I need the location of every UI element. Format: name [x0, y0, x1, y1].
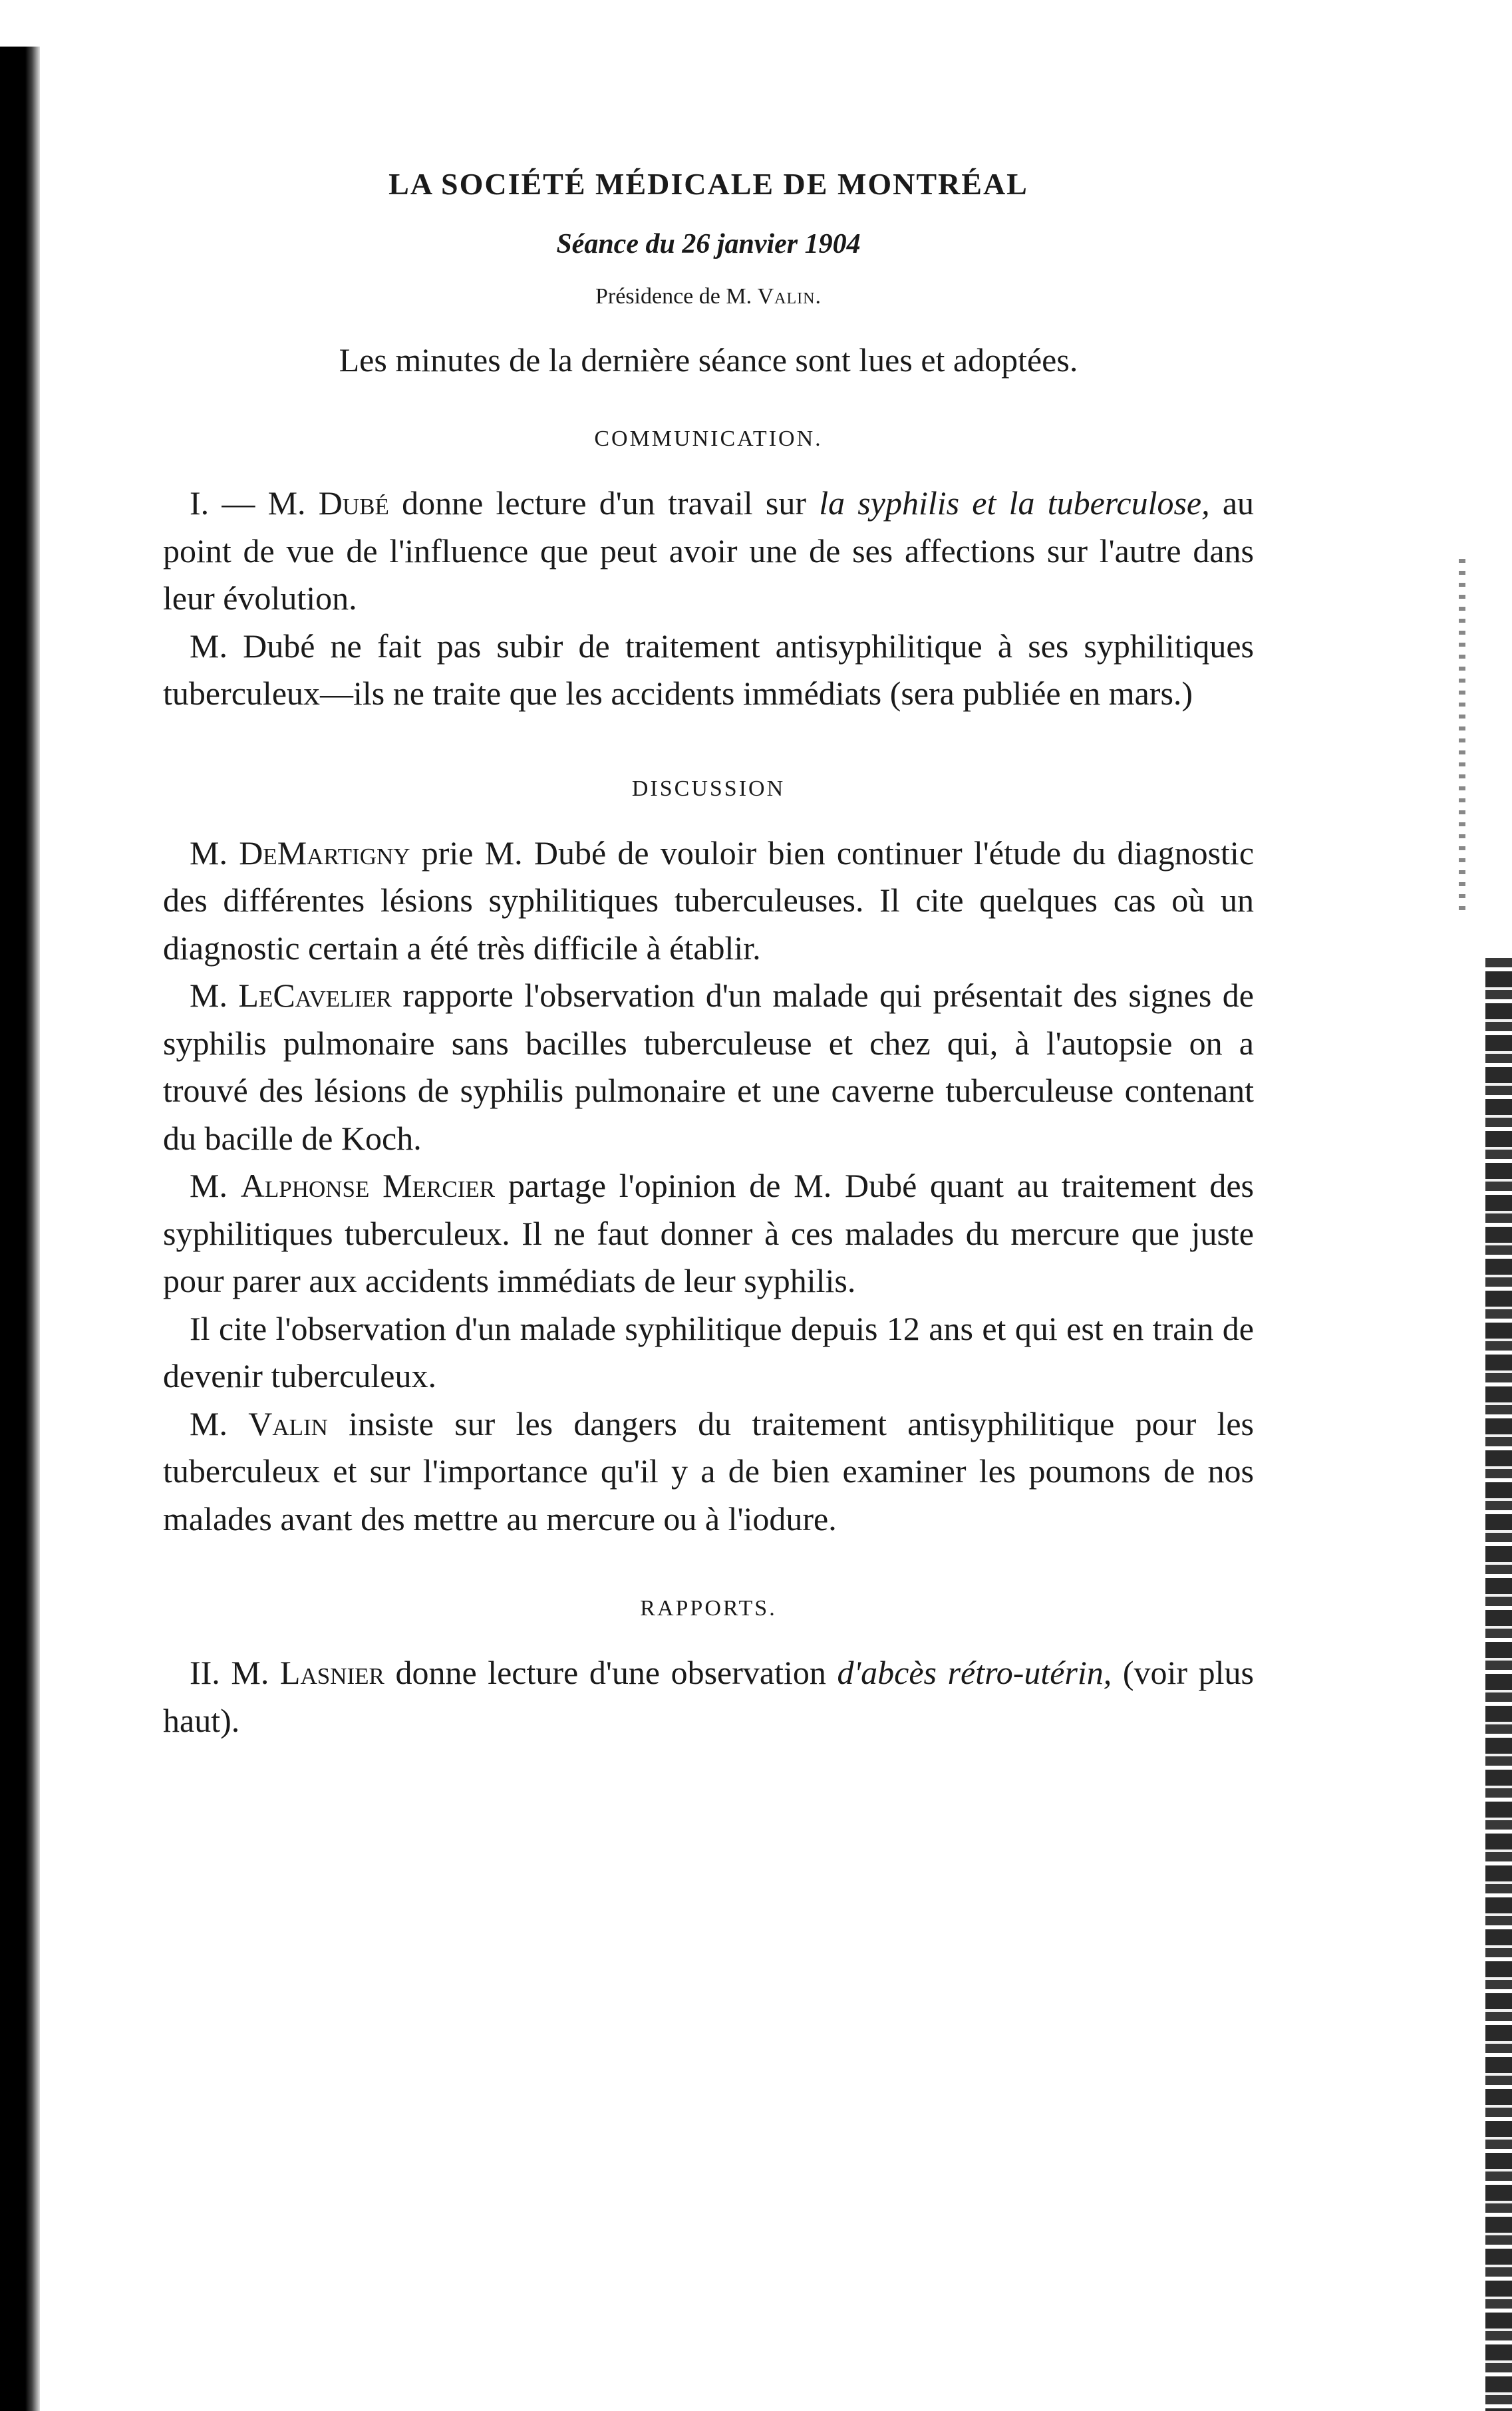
discussion-section	[163, 830, 1254, 1543]
discussion-heading: DISCUSSION	[631, 776, 786, 801]
communication-section	[163, 480, 1254, 718]
communication-paragraph-1	[163, 480, 1254, 623]
paragraph-text: au point de vue de l'influence que peut avoir une de ses affections sur l'autre dans leur évolution.	[163, 484, 1255, 617]
paper-title: la syphilis et la tuberculose,	[819, 484, 1210, 522]
document-page	[163, 166, 1254, 1744]
paragraph-prefix: M.	[190, 834, 227, 872]
speaker-name: LeCavelier	[238, 977, 392, 1014]
presidence-prefix: Présidence de M.	[595, 284, 752, 309]
paragraph-text: partage l'opinion de M. Dubé quant au traitement des syphilitiques tuberculeux. Il ne faut donner à ces malades du mercure que juste pour parer aux accidents immédiats de leur syphilis.	[163, 1167, 1255, 1299]
page-title: LA SOCIÉTÉ MÉDICALE DE MONTRÉAL	[388, 167, 1028, 201]
speaker-name: Valin	[248, 1404, 328, 1442]
scan-edge-noise	[1485, 958, 1512, 2411]
rapports-heading: RAPPORTS.	[640, 1596, 777, 1621]
paragraph-prefix: M.	[190, 1404, 227, 1442]
paragraph-prefix: I. — M.	[190, 484, 306, 522]
discussion-paragraph-4: Il cite l'observation d'un malade syphilitique depuis 12 ans et qui est en train de devenir tuberculeux.	[163, 1309, 1254, 1394]
speaker-name: DeMartigny	[239, 834, 410, 872]
paragraph-text: donne lecture d'un travail sur	[402, 484, 806, 522]
presidence-name: Valin.	[757, 284, 822, 309]
speaker-name: Dubé	[318, 484, 389, 522]
scan-binding-edge	[0, 47, 40, 2411]
speaker-name: Alphonse Mercier	[240, 1167, 496, 1204]
paragraph-text: (voir plus haut).	[163, 1654, 1254, 1739]
discussion-paragraph-2	[163, 972, 1254, 1162]
rapports-paragraph-1	[163, 1649, 1254, 1744]
paragraph-prefix: M.	[190, 977, 227, 1014]
session-date: Séance du 26 janvier 1904	[556, 229, 861, 259]
presidence-line	[163, 284, 1254, 309]
scan-edge-noise-top	[1459, 559, 1465, 918]
paragraph-prefix: II. M.	[190, 1654, 269, 1691]
speaker-name: Lasnier	[279, 1654, 384, 1691]
discussion-paragraph-1	[163, 830, 1254, 973]
observation-title: d'abcès rétro-utérin,	[837, 1654, 1112, 1691]
communication-heading: COMMUNICATION.	[594, 426, 823, 451]
communication-paragraph-2: M. Dubé ne fait pas subir de traitement antisyphilitique à ses syphilitiques tuberculeux—ils ne traite que les accidents immédiats (sera publiée en mars.)	[163, 627, 1254, 712]
intro-text: Les minutes de la dernière séance sont lues et adoptées.	[339, 341, 1078, 379]
paragraph-text: prie M. Dubé de vouloir bien continuer l'étude du diagnostic des différentes lésions syphilitiques tuberculeuses. Il cite quelques cas où un diagnostic certain a été très difficile à établir.	[163, 834, 1255, 967]
paragraph-text: insiste sur les dangers du traitement antisyphilitique pour les tuberculeux et sur l'importance qu'il y a de bien examiner les poumons de nos malades avant des mettre au mercure ou à l'iodure.	[163, 1404, 1255, 1537]
discussion-paragraph-5	[163, 1400, 1254, 1543]
paragraph-text: donne lecture d'une observation	[395, 1654, 826, 1691]
paragraph-text: rapporte l'observation d'un malade qui présentait des signes de syphilis pulmonaire sans bacilles tuberculeuse et chez qui, à l'autopsie on a trouvé des lésions de syphilis pulmonaire et une caverne tuberculeuse contenant du bacille de Koch.	[163, 977, 1255, 1157]
rapports-section	[163, 1649, 1254, 1744]
discussion-paragraph-3	[163, 1162, 1254, 1305]
paragraph-prefix: M.	[190, 1167, 227, 1204]
